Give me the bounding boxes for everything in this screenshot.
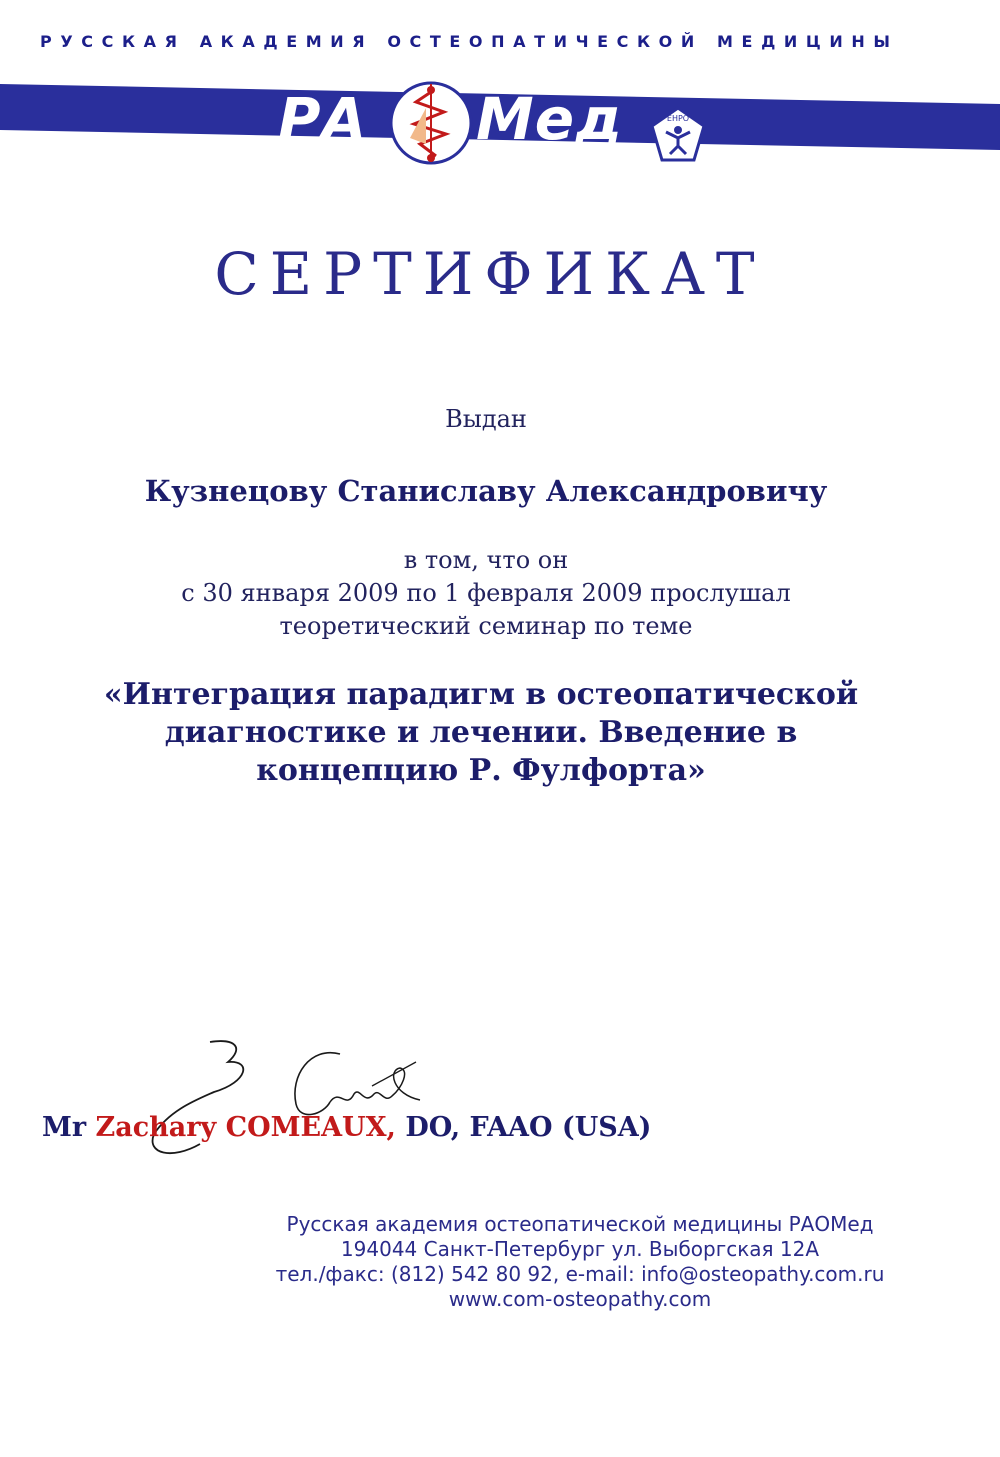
topic-line: «Интеграция парадигм в остеопатической (103, 677, 859, 712)
statement-line: теоретический семинар по теме (279, 612, 693, 640)
raomed-logo (268, 76, 718, 166)
organization-header: РУССКАЯ АКАДЕМИЯ ОСТЕОПАТИЧЕСКОЙ МЕДИЦИНЫ (40, 32, 899, 51)
footer-address: 194044 Санкт-Петербург ул. Выборгская 12А (340, 1237, 820, 1261)
signatory-first-name: Zachary (95, 1112, 217, 1143)
seminar-topic (0, 676, 962, 790)
statement-line: в том, что он (403, 546, 569, 574)
logo-left-text: РА (278, 85, 368, 153)
certificate-title: СЕРТИФИКАТ (214, 240, 766, 308)
footer-organization: Русская академия остеопатической медицины РАОМед (286, 1212, 874, 1236)
logo-right-text: Мед (476, 85, 623, 153)
recipient-name: Кузнецову Станиславу Александровичу (144, 474, 828, 508)
footer-website: www.com-osteopathy.com (448, 1287, 712, 1311)
issued-label: Выдан (445, 405, 527, 433)
statement-text (0, 544, 972, 643)
handwritten-signature (140, 1030, 430, 1170)
topic-line: концепцию Р. Фулфорта» (256, 753, 706, 788)
signatory-prefix: Mr (42, 1112, 87, 1143)
topic-line: диагностике и лечении. Введение в (164, 715, 798, 750)
statement-line: с 30 января 2009 по 1 февраля 2009 прослушал (181, 579, 791, 607)
svg-text:ЕНРО: ЕНРО (666, 114, 690, 123)
signatory-credentials: DO, FAAO (USA) (405, 1112, 652, 1143)
signatory-line (42, 1112, 651, 1143)
footer-contacts (170, 1212, 990, 1312)
footer-phone-email: тел./факс: (812) 542 80 92, e-mail: info@osteopathy.com.ru (275, 1262, 885, 1286)
ehro-emblem-icon (650, 106, 706, 162)
globe-logo-icon (386, 78, 476, 168)
signatory-last-name: COMEAUX, (225, 1112, 396, 1143)
